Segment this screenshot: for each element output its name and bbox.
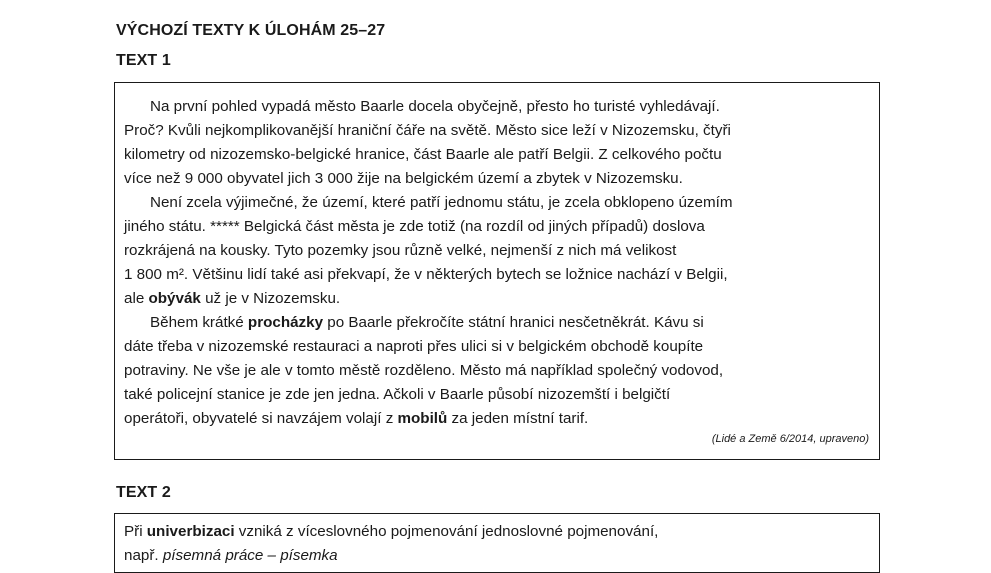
source-citation: (Lidé a Země 6/2014, upraveno) (711, 433, 869, 445)
bold-word: univerbizaci (146, 523, 235, 540)
text-line: rozkrájená na kousky. Tyto pozemky jsou různě velké, nejmenší z nich má velikost (124, 242, 677, 259)
text-line (124, 520, 871, 544)
section-heading: VÝCHOZÍ TEXTY K ÚLOHÁM 25–27 (116, 22, 386, 39)
text-run: vzniká z víceslovného pojmenování jednoslovné pojmenování, (234, 523, 659, 540)
bold-word: obývák (148, 290, 201, 307)
text-run: za jeden místní tarif. (447, 410, 589, 427)
text2-heading: TEXT 2 (116, 484, 171, 501)
text-line: Na první pohled vypadá město Baarle docela obyčejně, přesto ho turisté vyhledávají. (150, 98, 720, 115)
text1-paragraph-2 (124, 191, 871, 311)
text-run: ale (124, 290, 149, 307)
text-run: po Baarle překročíte státní hranici nesčetněkrát. Kávu si (323, 314, 704, 331)
text-line (124, 311, 871, 335)
text-line: také policejní stanice je zde jen jedna. Ačkoli v Baarle působí nizozemští i belgičtí (124, 386, 671, 403)
italic-example: písemná práce – písemka (162, 547, 338, 564)
text-run: už je v Nizozemsku. (200, 290, 341, 307)
text2-box (114, 513, 880, 573)
text1-box (114, 82, 880, 460)
text-run: např. (124, 547, 163, 564)
text-line (124, 287, 871, 311)
text-run: Při (124, 523, 147, 540)
text-line: dáte třeba v nizozemské restauraci a naproti přes ulici si v belgickém obchodě koupíte (124, 338, 704, 355)
text-line (124, 544, 871, 568)
text-line: jiného státu. ***** Belgická část města je zde totiž (na rozdíl od jiných případů) doslova (124, 218, 705, 235)
text1-heading: TEXT 1 (116, 52, 171, 69)
text-line: Proč? Kvůli nejkomplikovanější hraniční čáře na světě. Město sice leží v Nizozemsku, čtyři (124, 122, 731, 139)
bold-word: procházky (247, 314, 324, 331)
text-line: více než 9 000 obyvatel jich 3 000 žije na belgickém území a zbytek v Nizozemsku. (124, 170, 683, 187)
text1-paragraph-1 (124, 95, 871, 191)
text-run: Během krátké (150, 314, 248, 331)
text-line (124, 407, 871, 431)
text-line: potraviny. Ne vše je ale v tomto městě rozděleno. Město má například společný vodovod, (124, 362, 724, 379)
text-line: kilometry od nizozemsko-belgické hranice, část Baarle ale patří Belgii. Z celkového počtu (124, 146, 722, 163)
text1-paragraph-3 (124, 311, 871, 431)
text-line: 1 800 m². Většinu lidí také asi překvapí, že v některých bytech se ložnice nachází v Belgii, (124, 266, 728, 283)
bold-word: mobilů (397, 410, 448, 427)
text-run: operátoři, obyvatelé si navzájem volají z (124, 410, 398, 427)
text-line: Není zcela výjimečné, že území, které patří jednomu státu, je zcela obklopeno územím (150, 194, 733, 211)
